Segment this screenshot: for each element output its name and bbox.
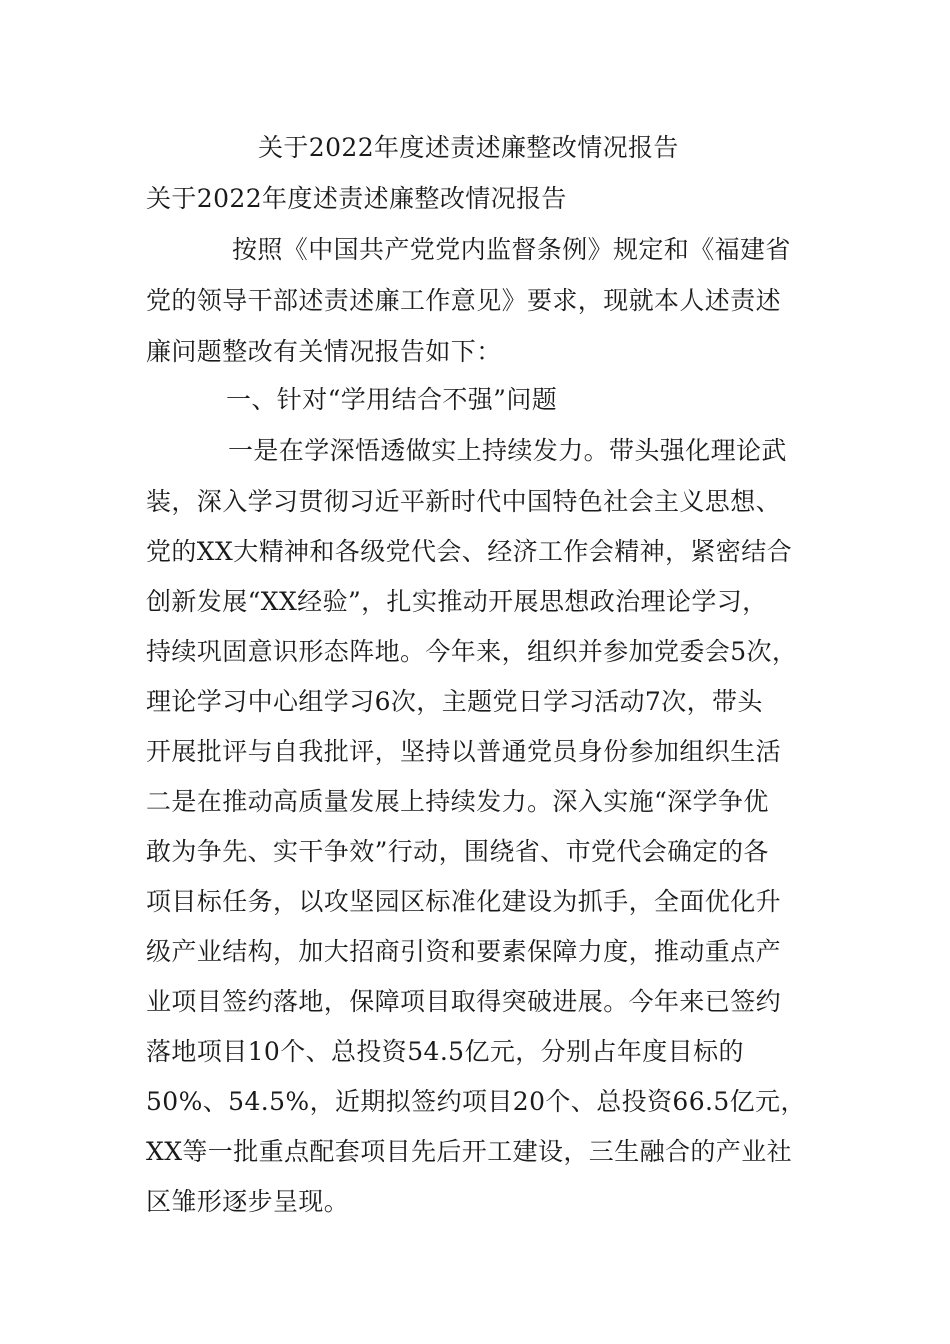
paragraph-line: 落地项目10个、总投资54.5亿元，分别占年度目标的 <box>146 1037 744 1066</box>
paragraph-line: 装，深入学习贯彻习近平新时代中国特色社会主义思想、 <box>146 487 782 516</box>
paragraph-line: 项目标任务，以攻坚园区标准化建设为抓手，全面优化升 <box>146 887 782 916</box>
paragraph-line: 区雏形逐步呈现。 <box>146 1187 350 1216</box>
paragraph-line: 廉问题整改有关情况报告如下： <box>146 337 502 366</box>
paragraph-line: 创新发展“XX经验”，扎实推动开展思想政治理论学习， <box>146 587 768 616</box>
paragraph-line: 党的XX大精神和各级党代会、经济工作会精神，紧密结合 <box>146 537 792 566</box>
paragraph-line: 二是在推动高质量发展上持续发力。深入实施“深学争优 <box>146 787 769 816</box>
paragraph-line: 持续巩固意识形态阵地。今年来，组织并参加党委会5次， <box>146 637 798 666</box>
document-subtitle: 关于2022年度述责述廉整改情况报告 <box>146 184 567 213</box>
paragraph-line: 理论学习中心组学习6次，主题党日学习活动7次，带头 <box>146 687 763 716</box>
paragraph-line: 级产业结构，加大招商引资和要素保障力度，推动重点产 <box>146 937 782 966</box>
section-heading: 一、针对“学用结合不强”问题 <box>226 385 558 414</box>
paragraph-line: 业项目签约落地，保障项目取得突破进展。今年来已签约 <box>146 987 782 1016</box>
paragraph-line: 50%、54.5%，近期拟签约项目20个、总投资66.5亿元， <box>146 1087 806 1116</box>
document-title: 关于2022年度述责述廉整改情况报告 <box>258 133 679 162</box>
paragraph-line: 开展批评与自我批评，坚持以普通党员身份参加组织生活 <box>146 737 782 766</box>
paragraph-line: 敢为争先、实干争效”行动，围绕省、市党代会确定的各 <box>146 837 769 866</box>
paragraph-line: 党的领导干部述责述廉工作意见》要求，现就本人述责述 <box>146 286 782 315</box>
paragraph-line: 一是在学深悟透做实上持续发力。带头强化理论武 <box>228 436 787 465</box>
paragraph-line: XX等一批重点配套项目先后开工建设，三生融合的产业社 <box>146 1137 792 1166</box>
paragraph-line: 按照《中国共产党党内监督条例》规定和《福建省 <box>232 235 791 264</box>
